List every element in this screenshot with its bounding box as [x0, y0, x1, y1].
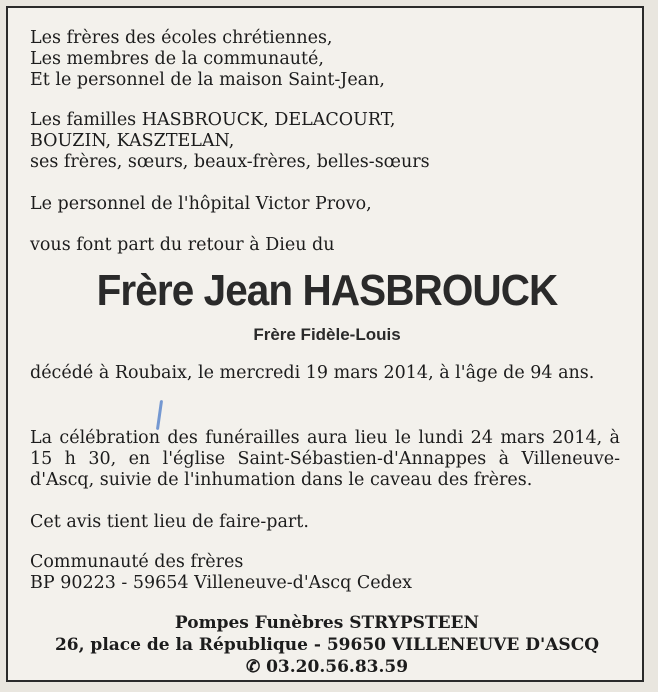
line: ses frères, sœurs, beaux-frères, belles-sœurs	[30, 152, 430, 172]
line: Les frères des écoles chrétiennes,	[30, 28, 333, 48]
line: Les familles HASBROUCK, DELACOURT,	[30, 110, 396, 130]
funeral-home-phone: ✆ 03.20.56.83.59	[245, 657, 409, 677]
hospital-staff-line: Le personnel de l'hôpital Victor Provo,	[30, 194, 372, 214]
death-details: décédé à Roubaix, le mercredi 19 mars 2014, à l'âge de 94 ans.	[30, 363, 595, 383]
line: BOUZIN, KASZTELAN,	[30, 131, 235, 151]
funeral-home-address: 26, place de la République - 59650 VILLENEUVE D'ASCQ	[54, 635, 600, 655]
line: Les membres de la communauté,	[30, 49, 324, 69]
funeral-details: La célébration des funérailles aura lieu le lundi 24 mars 2014, à 15 h 30, en l'église Saint-Sébastien-d'Annappes à Villeneuve-d'Ascq, suivie de l'inhumation dans le caveau des frères.	[30, 428, 620, 490]
pen-mark	[156, 400, 163, 430]
families-block	[30, 110, 620, 173]
line: Communauté des frères	[30, 552, 244, 572]
obituary-notice	[6, 6, 644, 682]
notice-statement: Cet avis tient lieu de faire-part.	[30, 512, 309, 532]
opening-block	[30, 28, 620, 91]
religious-name: Frère Fidèle-Louis	[253, 325, 401, 344]
announcement-line: vous font part du retour à Dieu du	[30, 235, 335, 255]
deceased-name: Frère Jean HASBROUCK	[96, 266, 558, 315]
funeral-home	[8, 612, 646, 678]
line: Et le personnel de la maison Saint-Jean,	[30, 70, 385, 90]
community-address	[30, 552, 620, 594]
funeral-home-name: Pompes Funèbres STRYPSTEEN	[174, 613, 480, 633]
line: BP 90223 - 59654 Villeneuve-d'Ascq Cedex	[30, 573, 413, 593]
